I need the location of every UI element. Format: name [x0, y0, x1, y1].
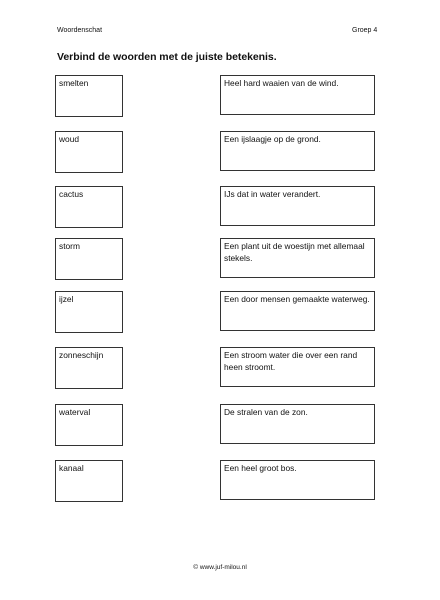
word-box-zonneschijn[interactable]: zonneschijn [55, 347, 123, 389]
word-box-waterval[interactable]: waterval [55, 404, 123, 446]
meaning-box-3[interactable]: IJs dat in water verandert. [220, 186, 375, 226]
header-subject: Woordenschat [57, 27, 103, 34]
footer-copyright: © www.juf-milou.nl [193, 564, 247, 571]
meaning-box-7[interactable]: De stralen van de zon. [220, 404, 375, 444]
word-box-storm[interactable]: storm [55, 238, 123, 280]
word-box-cactus[interactable]: cactus [55, 186, 123, 228]
meaning-box-5[interactable]: Een door mensen gemaakte waterweg. [220, 291, 375, 331]
meaning-box-2[interactable]: Een ijslaagje op de grond. [220, 131, 375, 171]
worksheet-instruction: Verbind de woorden met de juiste betekenis. [57, 51, 277, 63]
meaning-box-8[interactable]: Een heel groot bos. [220, 460, 375, 500]
meaning-box-6[interactable]: Een stroom water die over een rand heen stroomt. [220, 347, 375, 387]
word-box-woud[interactable]: woud [55, 131, 123, 173]
meaning-box-4[interactable]: Een plant uit de woestijn met allemaal stekels. [220, 238, 375, 278]
word-box-kanaal[interactable]: kanaal [55, 460, 123, 502]
meaning-box-1[interactable]: Heel hard waaien van de wind. [220, 75, 375, 115]
word-box-smelten[interactable]: smelten [55, 75, 123, 117]
word-box-ijzel[interactable]: ijzel [55, 291, 123, 333]
header-group: Groep 4 [352, 27, 378, 34]
